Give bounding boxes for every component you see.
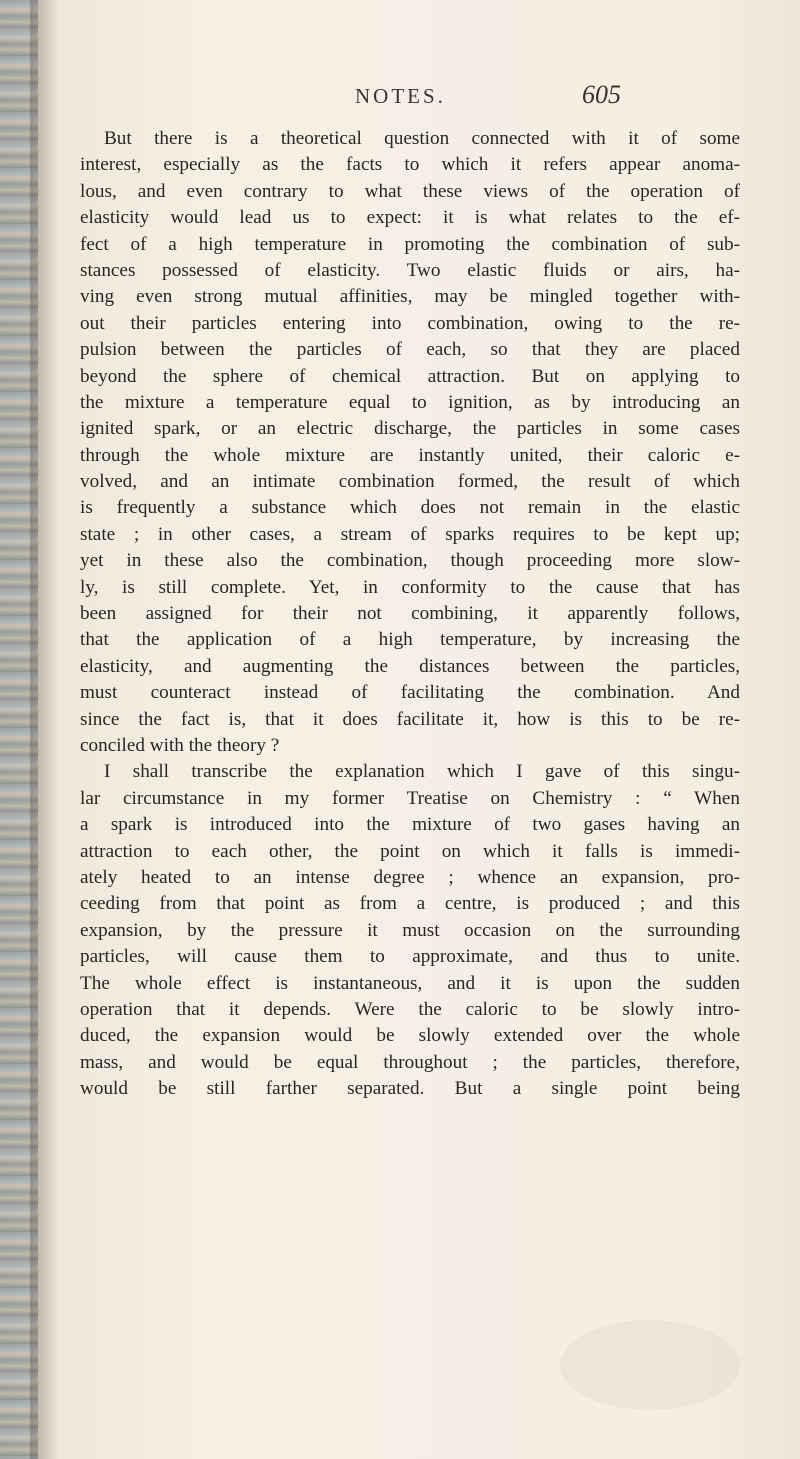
text-line: the mixture a temperature equal to ignition, as by introducing an xyxy=(80,391,740,413)
text-line: mass, and would be equal throughout ; the particles, therefore, xyxy=(80,1051,740,1073)
text-line: duced, the expansion would be slowly extended over the whole xyxy=(80,1025,740,1047)
page-header xyxy=(355,80,635,114)
text-line: would be still farther separated. But a single point being xyxy=(80,1078,740,1100)
text-line: lous, and even contrary to what these views of the operation of xyxy=(80,180,740,202)
text-line: must counteract instead of facilitating the combination. And xyxy=(80,682,740,704)
text-line: ly, is still complete. Yet, in conformity to the cause that has xyxy=(80,576,740,598)
text-line: through the whole mixture are instantly united, their caloric e- xyxy=(80,444,740,466)
text-line: out their particles entering into combination, owing to the re- xyxy=(80,312,740,334)
text-line: since the fact is, that it does facilitate it, how is this to be re- xyxy=(80,708,740,730)
text-line: The whole effect is instantaneous, and it is upon the sudden xyxy=(80,972,740,994)
text-line: But there is a theoretical question connected with it of some xyxy=(104,128,740,149)
text-line: I shall transcribe the explanation which I gave of this singu- xyxy=(104,761,740,783)
text-line: fect of a high temperature in promoting the combination of sub- xyxy=(80,233,740,255)
text-line: interest, especially as the facts to which it refers appear anoma- xyxy=(80,154,740,176)
text-line: pulsion between the particles of each, so that they are placed xyxy=(80,339,740,361)
text-line: stances possessed of elasticity. Two elastic fluids or airs, ha- xyxy=(80,259,740,281)
text-line: is frequently a substance which does not remain in the elastic xyxy=(80,497,740,519)
text-line: been assigned for their not combining, it apparently follows, xyxy=(80,603,740,625)
text-line: conciled with the theory ? xyxy=(80,734,280,756)
text-line: ignited spark, or an electric discharge, the particles in some cases xyxy=(80,418,740,440)
running-head: NOTES. xyxy=(355,84,446,108)
text-line: that the application of a high temperature, by increasing the xyxy=(80,629,740,651)
text-line: state ; in other cases, a stream of sparks requires to be kept up; xyxy=(80,523,740,545)
text-line: beyond the sphere of chemical attraction. But on applying to xyxy=(80,365,740,387)
text-line: particles, will cause them to approximate, and thus to unite. xyxy=(80,946,740,968)
text-line: elasticity would lead us to expect: it is what relates to the ef- xyxy=(80,207,740,229)
text-line: ceeding from that point as from a centre, is produced ; and this xyxy=(80,893,740,915)
body-text xyxy=(80,126,740,1102)
text-line: elasticity, and augmenting the distances between the particles, xyxy=(80,655,740,677)
text-line: yet in these also the combination, though proceeding more slow- xyxy=(80,550,740,572)
text-line: a spark is introduced into the mixture of two gases having an xyxy=(80,814,740,836)
text-line: ately heated to an intense degree ; whence an expansion, pro- xyxy=(80,866,740,888)
binding-shadow xyxy=(30,0,60,1459)
text-line: ving even strong mutual affinities, may be mingled together with- xyxy=(80,286,740,308)
text-line: operation that it depends. Were the caloric to be slowly intro- xyxy=(80,998,740,1020)
text-line: attraction to each other, the point on which it falls is immedi- xyxy=(80,840,740,862)
paper-stain xyxy=(560,1320,740,1410)
page-number: 605 xyxy=(582,80,621,109)
text-line: lar circumstance in my former Treatise on Chemistry : “ When xyxy=(80,787,740,809)
text-line: volved, and an intimate combination formed, the result of which xyxy=(80,471,740,493)
text-line: expansion, by the pressure it must occasion on the surrounding xyxy=(80,919,740,941)
